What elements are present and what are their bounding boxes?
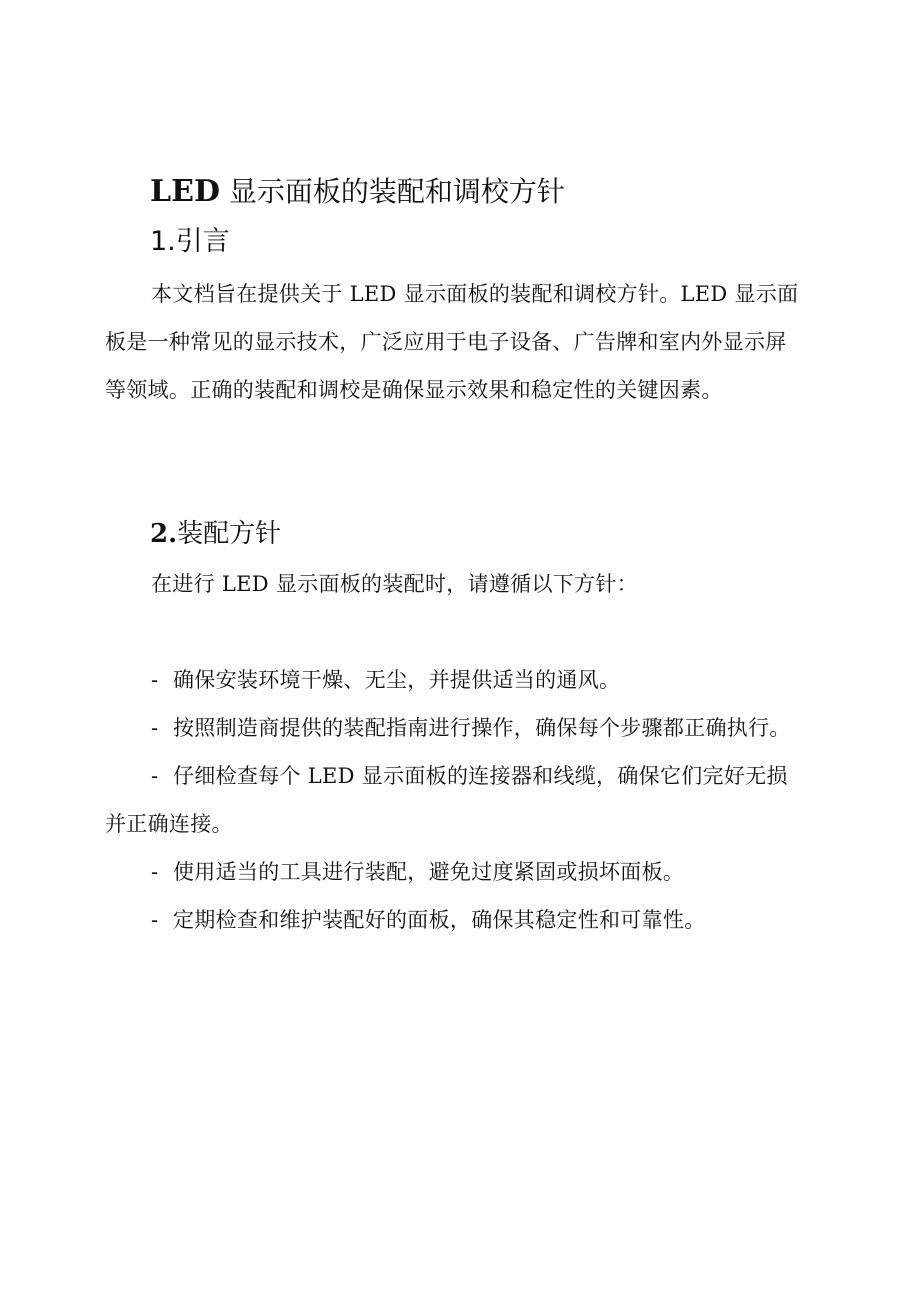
document-title-text: 显示面板的装配和调校方针 — [219, 175, 565, 208]
bullet-dash: - — [151, 716, 159, 740]
document-title-latin: LED — [150, 174, 220, 209]
section-heading-assembly — [150, 514, 281, 554]
section-heading-introduction: 1.引言 — [150, 226, 230, 257]
assembly-intro-paragraph: 在进行 LED 显示面板的装配时，请遵循以下方针： — [151, 572, 638, 596]
list-item-text: 确保安装环境干燥、无尘，并提供适当的通风。 — [173, 668, 621, 692]
section-heading-text: 装配方针 — [177, 519, 282, 549]
list-item — [105, 848, 805, 896]
list-item-text: 使用适当的工具进行装配，避免过度紧固或损坏面板。 — [173, 860, 685, 884]
list-item — [105, 656, 805, 704]
list-item — [105, 896, 805, 944]
bullet-dash: - — [151, 860, 159, 884]
bullet-dash: - — [151, 764, 159, 788]
list-item — [105, 704, 805, 752]
bullet-dash: - — [151, 908, 159, 932]
list-item-text: 仔细检查每个 LED 显示面板的连接器和线缆，确保它们完好无损并正确连接。 — [105, 764, 788, 836]
bullet-dash: - — [151, 668, 159, 692]
introduction-paragraph: 本文档旨在提供关于 LED 显示面板的装配和调校方针。LED 显示面板是一种常见的显示技术，广泛应用于电子设备、广告牌和室内外显示屏等领域。正确的装配和调校是确保显示效果和稳定性的关键因素。 — [105, 282, 799, 402]
assembly-guideline-list — [105, 656, 805, 944]
list-item-text: 定期检查和维护装配好的面板，确保其稳定性和可靠性。 — [173, 908, 706, 932]
list-item-text: 按照制造商提供的装配指南进行操作，确保每个步骤都正确执行。 — [173, 716, 791, 740]
list-item — [105, 752, 805, 848]
section-heading-number: 2. — [150, 519, 178, 549]
document-title — [150, 170, 565, 214]
